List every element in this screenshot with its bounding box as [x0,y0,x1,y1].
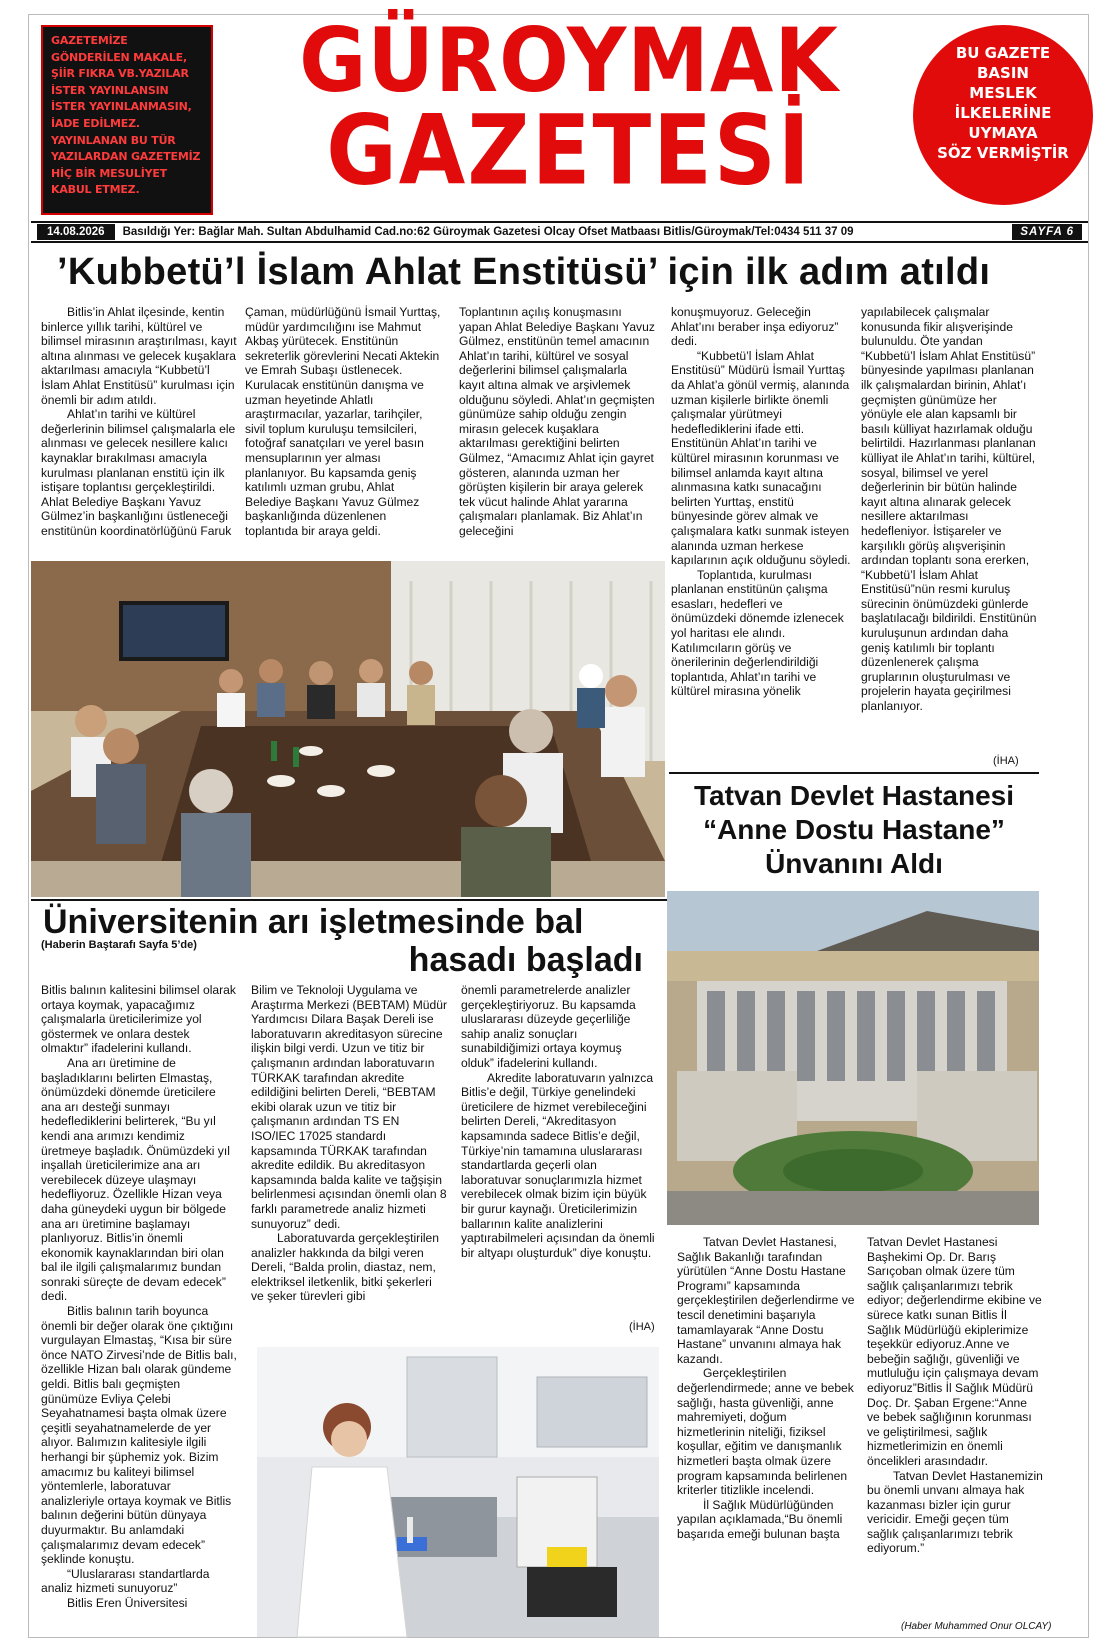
seal-line: SÖZ VERMİŞTİR [937,144,1069,162]
paragraph: Toplantının açılış konuşmasını yapan Ahlat Belediye Başkanı Yavuz Gülmez, enstitünün temel amacının Ahlat’ın tarihi, kültürel ve sosyal değerlerini bilimsel çalışmalarla kayıt altına almak ve arşivlemek olduğunu söyledi. Ahlat’ın geçmişten günümüze sahip olduğu zengin mirasın gelecek kuşaklara aktarılması gerektiğini belirten Gülmez, “Amacımız Ahlat için gayret gösteren, alanında uzman her görüşten kişilerin bir araya gelerek tek vücut halinde Ahlat yararına çalışmaları planlamak. Biz Ahlat’ın geleceğini [459,305,655,538]
article1-column-4 [671,305,851,745]
page-number: SAYFA 6 [1012,224,1082,240]
article2-column-1 [41,983,237,1631]
paragraph: yapılabilecek çalışmalar konusunda fikir alışverişinde bulunuldu. Öte yandan “Kubbetü’l İslam Ahlat Enstitüsü” bünyesinde yapılması planlanan ilk çalışmalardan birinin, Ahlat’ı geçmişten günümüze her yönüyle ele alan kapsamlı bir basılı külliyat hazırlamak olduğu belirtildi. Hazırlanması planlanan külliyat ile Ahlat’ın tarihi, kültürel, sosyal, bilimsel ve yerel değerlerinin bir bütün halinde kayıt altına alınarak gelecek nesillere aktarılması hedefleniyor. İstişareler ve karşılıklı görüş alışverişinin ardından toplantı sona ererken, “Kubbetü’l İslam Ahlat Enstitüsü”nün resmi kuruluş sürecinin önümüzdeki günlerde başlatılacağı bildirildi. Enstitünün kuruluşunun ardından daha geniş katılımlı bir toplantı düzenlenerek çalışma gruplarının oluşturulması ve projelerin hayata geçirilmesi planlanıyor. [861,305,1037,714]
paragraph: Laboratuvarda gerçekleştirilen analizler hakkında da bilgi veren Dereli, “Balda prolin, diastaz, nem, elektriksel iletkenlik, bitki şekerleri ve şeker türevleri gibi [251,1231,440,1304]
issue-date: 14.08.2026 [37,224,115,240]
seal-line: MESLEK [969,84,1037,102]
newspaper-logo [219,10,919,219]
article2-source: (İHA) [629,1321,655,1333]
paragraph: Çaman, müdürlüğünü İsmail Yurttaş, müdür yardımcılığını ise Mahmut Akbaş yürütecek. Enstitünün sekreterlik görevlerini Necati Aktekin ve Emrah Subaşı üstlenecek. Kurulacak enstitünün danışma ve uzman heyetinde Ahlatlı araştırmacılar, yazarlar, tarihçiler, sivil toplum kuruluşu temsilcileri, fotoğraf sanatçıları ve yerel basın mensuplarının yer alması planlanıyor. Bu kapsamda geniş katılımlı uzman grubu, Ahlat Belediye Başkanı Yavuz Gülmez başkanlığında düzenlenen toplantıda bir araya geldi. [245,305,441,538]
paragraph: Tatvan Devlet Hastanesi, Sağlık Bakanlığı tarafından yürütülen “Anne Dostu Hastane Programı” kapsamında gerçekleştirilen değerlendirme ve tescil denetimini başarıyla tamamlayarak “Anne Dostu Hastane” unvanını almaya hak kazandı. [677,1235,855,1366]
logo-line-2: GAZETESİ [326,94,812,207]
article2-column-3 [461,983,657,1313]
article1-column-2 [245,305,441,538]
seal-line: İLKELERİNE [954,104,1052,122]
article1-column-5 [861,305,1037,745]
article2-headline-line: Üniversitenin arı işletmesinde bal [43,903,584,941]
lab-photo [257,1347,659,1637]
paragraph: Bitlis’in Ahlat ilçesinde, kentin binlerce yıllık tarihi, kültürel ve bilimsel mirasının araştırılması, kayıt altına alınması ve gelecek kuşaklara aktarılması amacıyla “Kubbetü’l İslam Ahlat Enstitüsü” kurulması için önemli bir adım atıldı. [41,305,237,407]
article3-credit: (Haber Muhammed Onur OLCAY) [901,1621,1052,1632]
paragraph: Bitlis balının tarih boyunca önemli bir değer olarak öne çıktığını vurgulayan Elmastaş, “Kısa bir süre önce NATO Zirvesi’nde de Bitlis balı, özellikle Hizan balı olarak gündeme geldi. Bitlis balı geçmişten günümüze Evliya Çelebi Seyahatnamesi başta olmak üzere çeşitli seyahatnamelerde de yer alıyor. Balımızın kalitesiyle ilgili herhangi bir şüphemiz yok. Bizim amacımız bu kaliteyi bilimsel yöntemlerle, laboratuvar analizleriyle ortaya koymak ve Bitlis balının değerini bütün dünyaya duyurmaktır. Bu anlamdaki çalışmalarımız devam edecek” şeklinde konuştu. [41,1304,237,1567]
disclaimer-box: GAZETEMİZE GÖNDERİLEN MAKALE, ŞİİR FIKRA VB.YAZILAR İSTER YAYINLANSIN İSTER YAYINLANMASIN, İADE EDİLMEZ. YAYINLANAN BU TÜR YAZILARDAN GAZETEMİZ HİÇ BİR MESULİYET KABUL ETMEZ. [41,25,213,215]
hospital-aerial-photo [667,891,1039,1225]
article3-column-1 [677,1235,857,1631]
paragraph: “Uluslararası standartlarda analiz hizmeti sunuyoruz” [41,1566,210,1596]
section-divider [669,772,1039,774]
article2-headline-line: hasadı başladı [408,941,643,979]
press-ethics-seal [913,25,1093,205]
paragraph: Gerçekleştirilen değerlendirmede; anne ve bebek sağlığı, hasta güvenliği, anne mahremiyeti, doğum hizmetlerinin niteliği, fiziksel koşullar, eğitim ve danışmanlık hizmetleri başta olmak üzere program kapsamında belirlenen kriterler titizlikle incelendi. [677,1366,854,1498]
article1-headline: ’Kubbetü’l İslam Ahlat Enstitüsü’ için ilk adım atıldı [57,251,991,293]
info-bar [31,221,1088,243]
paragraph: Ana arı üretimine de başladıklarını belirten Elmastaş, önümüzdeki dönemde üreticilere ana arı desteği sunmayı hedeflediklerini belirterek, “Bu yıl kendi ana arımızı kendimiz üretmeye başladık. Önümüzdeki yıl inşallah üreticilerimize ana arı verebilecek düzeye ulaşmayı hedefliyoruz. Özellikle Hizan veya daha güneydeki uygun bir bölgede ana arı üretimine başlamayı planlıyoruz. Bitlis’in önemli ekonomik kaynaklarından biri olan bal ile ilgili çalışmalarımız bundan sonraki süreçte de devam edecek” dedi. [41,1055,230,1304]
paragraph: Bitlis balının kalitesini bilimsel olarak ortaya koymak, yapacağımız çalışmalarla üreticilerimize yol göstermek ve onlara destek olmaktır” ifadelerini kullandı. [41,983,236,1056]
newspaper-page [28,10,1089,1638]
meeting-photo [31,561,665,897]
article3-headline-line: “Anne Dostu Hastane” [703,814,1005,845]
seal-line: UYMAYA [968,124,1038,142]
article1-column-3 [459,305,655,538]
paragraph: Bitlis Eren Üniversitesi [67,1595,188,1610]
article1-source: (İHA) [993,755,1019,767]
seal-line: BASIN [977,64,1029,82]
paragraph: Akredite laboratuvarın yalnızca Bitlis’e değil, Türkiye genelindeki üreticilere de hizmet verebileceğini belirten Dereli, “Akreditasyon kapsamında sadece Bitlis’e değil, Türkiye’nin tamamına uluslararası standartlarda geçerli olan laboratuvar sonuçlarımızla hizmet verebilecek olmak bizim için büyük bir gurur kaynağı. Üreticilerimizin ballarının kalite analizlerini yaptırabilmeleri açısından da önemli bir altyapı oluşturduk” diye konuştu. [461,1070,655,1260]
paragraph: Tatvan Devlet Hastanesi Başhekimi Op. Dr. Barış Sarıçoban olmak üzere tüm sağlık çalışanlarımızı tebrik ediyor; değerlendirme ekibine ve sürece katkı sunan Bitlis İl Sağlık Müdürlüğü ekiplerimize teşekkür ediyoruz.Anne ve bebeğin sağlığı, güvenliği ve mutluluğu için çalışmaya devam ediyoruz”Bitlis İl Sağlık Müdürü Doç. Dr. Şaban Ergene:“Anne ve bebek sağlığının korunması ve geliştirilmesi, sağlık hizmetlerimizin en önemli öncelikleri arasındadır. [867,1235,1042,1468]
logo-line-1: GÜROYMAK [299,10,839,113]
paragraph: Tatvan Devlet Hastanemizin bu önemli unvanı almaya hak kazanması bizler için gurur vericidir. Emeği geçen tüm sağlık çalışanlarımızı tebrik ediyorum.” [867,1468,1043,1556]
seal-line: BU GAZETE [955,44,1051,62]
paragraph: Toplantıda, kurulması planlanan enstitünün çalışma esasları, hedefleri ve önümüzdeki dönemde izlenecek yol haritası ele alındı. Katılımcıların görüş ve önerilerinin değerlendirildiği toplantıda, Ahlat’ın tarihi ve kültürel mirasına yönelik [671,567,844,699]
article3-headline-line: Ünvanını Aldı [765,848,943,879]
article3-headline-line: Tatvan Devlet Hastanesi [693,780,1015,811]
hospital-aerial-illustration [667,891,1039,1225]
paragraph: önemli parametrelerde analizler gerçekleştiriyoruz. Bu kapsamda uluslararası düzeyde geçerliliğe sahip analiz sonuçları sunabildiğimizi ortaya koymuş olduk” ifadelerini kullandı. [461,983,636,1070]
paragraph: konuşmuyoruz. Geleceğin Ahlat’ını beraber inşa ediyoruz” dedi. [671,305,839,349]
article3-column-2 [867,1235,1043,1617]
lab-photo-illustration [257,1347,659,1637]
section-divider [31,899,667,901]
article1-column-1 [41,305,237,538]
meeting-photo-illustration [31,561,665,897]
paragraph: “Kubbetü’l İslam Ahlat Enstitüsü” Müdürü İsmail Yurttaş da Ahlat’a gönül vermiş, alanında uzman kişilerle birlikte önemli çalışmalar yürütmeyi hedeflediklerini ifade etti. Enstitünün Ahlat’ın tarihi ve kültürel mirasının korunması ve bilimsel anlamda kayıt altına alınmasına katkı sunacağını belirten Yurttaş, enstitü bünyesinde görev almak ve çalışmalara katkı sunmak isteyen alanında uzman herkese kapılarının açık olduğunu söyledi. [671,348,851,568]
paragraph: Ahlat’ın tarihi ve kültürel değerlerinin bilimsel çalışmalarla ele alınması ve gelecek nesillere kalıcı kaynaklar bırakılması amacıyla kurulması planlanan enstitü için ilk istişare toplantısı gerçekleştirildi. Ahlat Belediye Başkanı Yavuz Gülmez’in başkanlığını üstleneceği enstitünün koordinatörlüğünü Faruk [41,407,236,538]
article3-headline [673,779,1035,881]
paragraph: Bilim ve Teknoloji Uygulama ve Araştırma Merkezi (BEBTAM) Müdür Yardımcısı Dilara Başak Dereli ise laboratuvarın akreditasyon sürecine ilişkin bilgi verdi. Uzun ve titiz bir çalışmanın ardından laboratuvarın TÜRKAK tarafından akredite edildiğini belirten Dereli, “BEBTAM ekibi olarak uzun ve titiz bir çalışmanın ardından TS EN ISO/IEC 17025 standardı kapsamında TÜRKAK tarafından akredite edildik. Bu akreditasyon kapsamında balda kalite ve tağşişin belirlenmesi açısından önemli olan 8 farklı parametrede analiz hizmeti sunuyoruz” dedi. [251,983,447,1231]
printing-address: Basıldığı Yer: Bağlar Mah. Sultan Abdulhamid Cad.no:62 Güroymak Gazetesi Olcay Ofset Matbaası Bitlis/Güroymak/Tel:0434 511 37 09 [122,226,854,238]
paragraph: İl Sağlık Müdürlüğünden yapılan açıklamada,“Bu önemli başarıda emeği bulunan başta [677,1497,843,1541]
article2-column-2 [251,983,447,1343]
continued-note: (Haberin Baştarafı Sayfa 5’de) [41,939,197,951]
